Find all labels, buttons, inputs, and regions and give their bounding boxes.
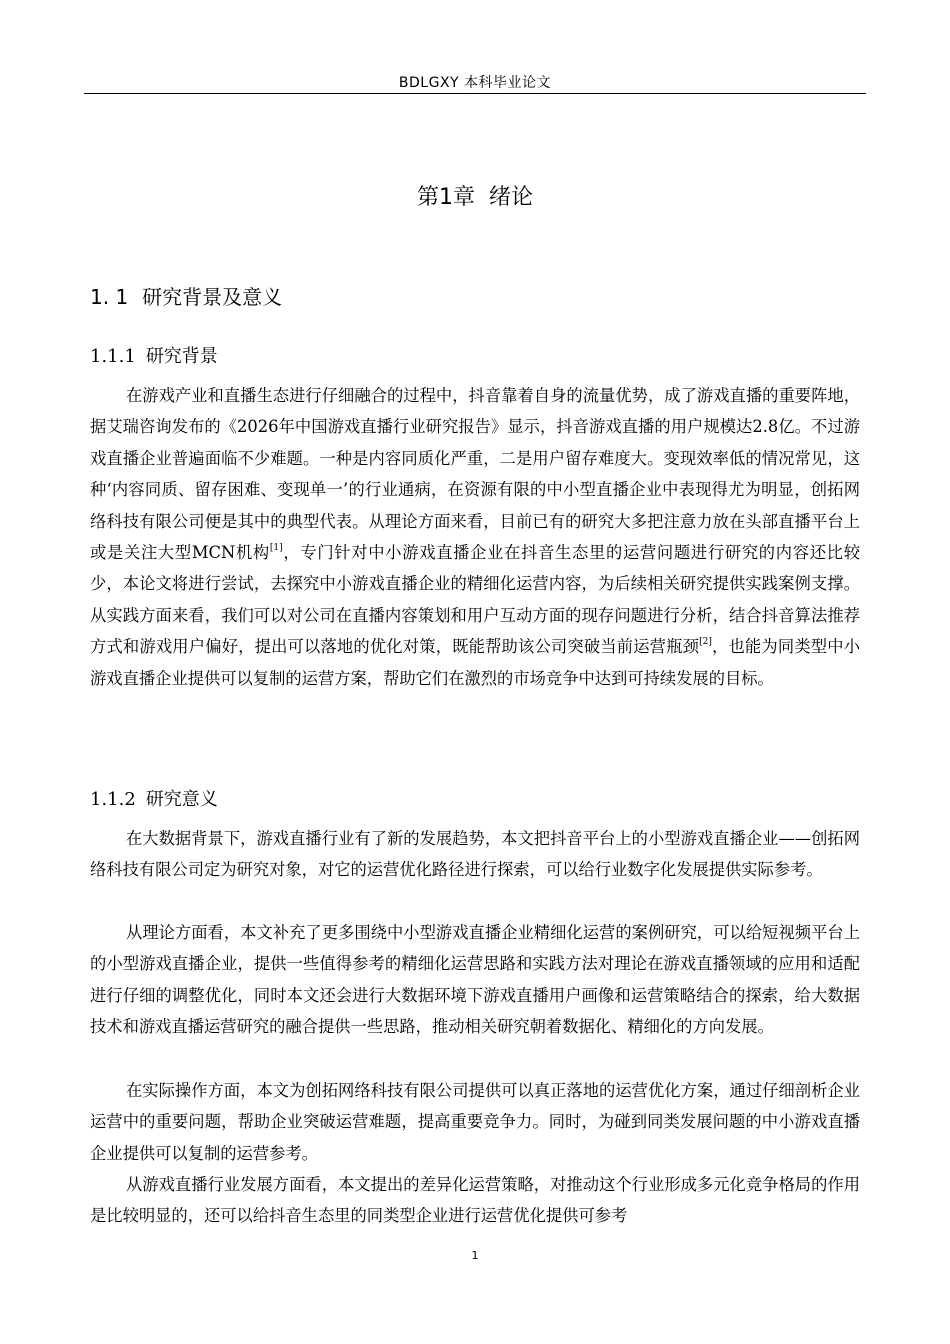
subsection-title: 研究背景 [145,346,218,367]
section-number: 1. 1 [90,285,129,309]
section-title: 研究背景及意义 [142,285,283,309]
header-rule [84,93,866,94]
paragraph-text: ，专门针对中小游戏直播企业在抖音生态里的运营问题进行研究的内容还比较少，本论文将进行尝试，去探究中小游戏直播企业的精细化运营内容，为后续相关研究提供实践案例支撑。从实践方面来看，我们可以对公司在直播内容策划和用户互动方面的现存问题进行分析，结合抖音算法推荐方式和游戏用户偏好，提出可以落地的优化对策，既能帮助该公司突破当前运营瓶颈 [90,543,860,657]
background-paragraph [90,380,860,694]
chapter-title [84,180,866,211]
chapter-number: 第1章 [416,185,475,210]
citation-ref: [1] [269,543,283,554]
running-header: BDLGXY 本科毕业论文 [398,75,552,91]
subsection-heading-background [90,342,218,368]
citation-ref: [2] [699,637,712,648]
body-paragraph: 在大数据背景下，游戏直播行业有了新的发展趋势，本文把抖音平台上的小型游戏直播企业——创拓网络科技有限公司定为研究对象，对它的运营优化路径进行探索，可以给行业数字化发展提供实际参考。 [90,829,860,880]
body-paragraph: 从游戏直播行业发展方面看，本文提出的差异化运营策略，对推动这个行业形成多元化竞争格局的作用是比较明显的，还可以给抖音生态里的同类型企业进行运营优化提供可参考 [90,1175,860,1226]
subsection-number: 1.1.1 [90,346,136,367]
body-paragraph: 从理论方面看，本文补充了更多围绕中小型游戏直播企业精细化运营的案例研究，可以给短视频平台上的小型游戏直播企业，提供一些值得参考的精细化运营思路和实践方法对理论在游戏直播领域的应用和适配进行仔细的调整优化，同时本文还会进行大数据环境下游戏直播用户画像和运营策略结合的探索，给大数据技术和游戏直播运营研究的融合提供一些思路，推动相关研究朝着数据化、精细化的方向发展。 [90,923,860,1037]
paragraph-text: ，也能为同类型中小游戏直播企业提供可以复制的运营方案，帮助它们在激烈的市场竞争中达到可持续发展的目标。 [90,637,860,688]
chapter-name: 绪论 [488,185,533,210]
page-number: 1 [471,1249,479,1262]
subsection-heading-significance [90,785,218,811]
section-heading [90,281,282,310]
paragraph-text: 在游戏产业和直播生态进行仔细融合的过程中，抖音靠着自身的流量优势，成了游戏直播的重要阵地，据艾瑞咨询发布的《2026年中国游戏直播行业研究报告》显示，抖音游戏直播的用户规模达2.8亿。不过游戏直播企业普遍面临不少难题。一种是内容同质化严重，二是用户留存难度大。变现效率低的情况常见，这种‘内容同质、留存困难、变现单一’的行业通病，在资源有限的中小型直播企业中表现得尤为明显，创拓网络科技有限公司便是其中的典型代表。从理论方面来看，目前已有的研究大多把注意力放在头部直播平台上或是关注大型MCN机构 [90,386,860,563]
subsection-title: 研究意义 [145,789,218,810]
subsection-number: 1.1.2 [90,789,136,810]
body-paragraph: 在实际操作方面，本文为创拓网络科技有限公司提供可以真正落地的运营优化方案，通过仔细剖析企业运营中的重要问题，帮助企业突破运营难题，提高重要竞争力。同时，为碰到同类发展问题的中小游戏直播企业提供可以复制的运营参考。 [90,1081,860,1163]
